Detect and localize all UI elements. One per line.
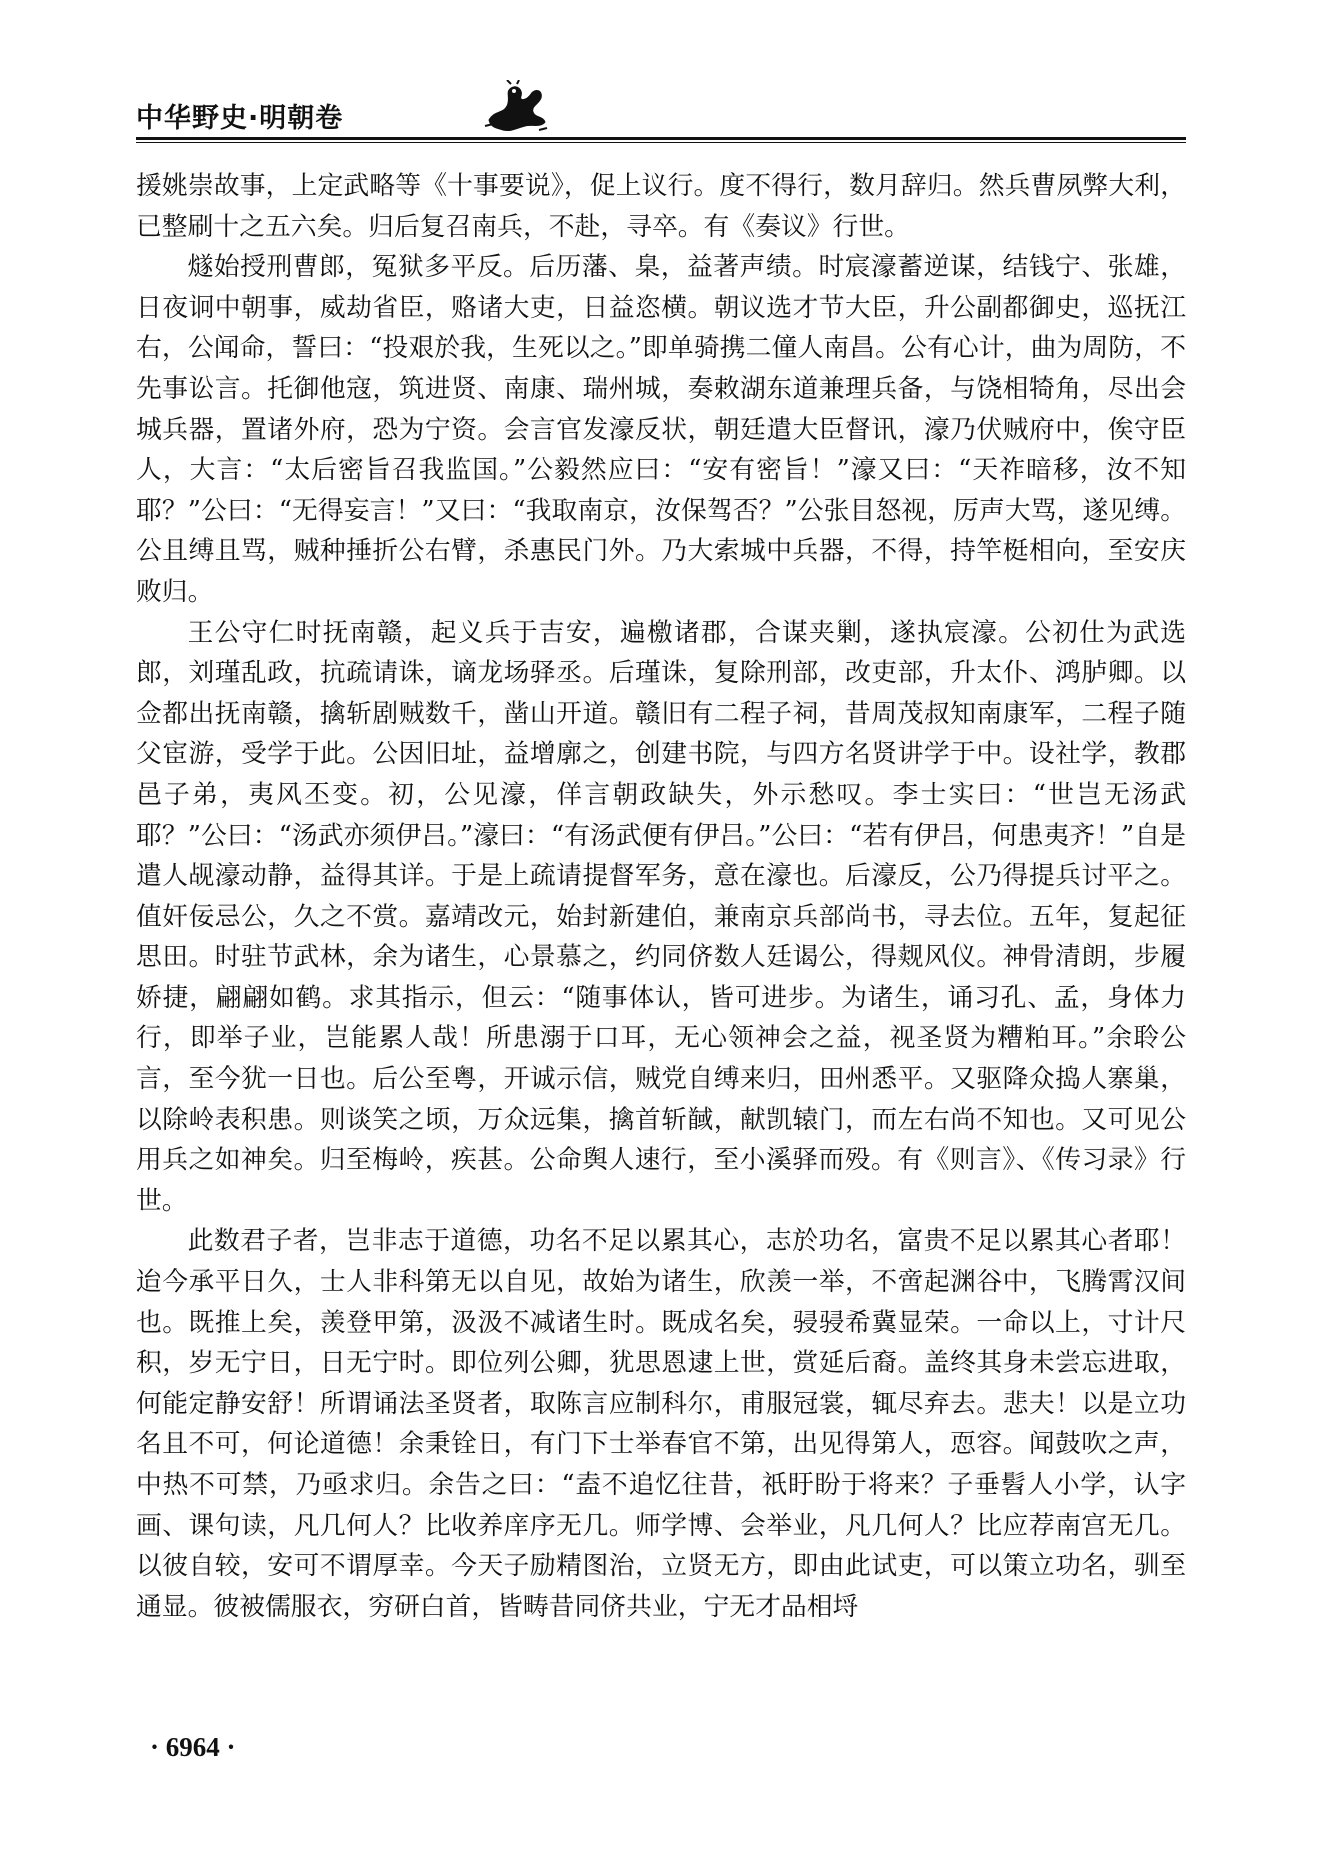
header-rule-thin bbox=[136, 142, 1186, 143]
dragon-emblem-icon bbox=[481, 80, 551, 136]
page-number: · 6964 · bbox=[150, 1732, 236, 1762]
paragraph: 燧始授刑曹郎，冤狱多平反。后历藩、臬，益著声绩。时宸濠蓄逆谋，结钱宁、张雄，日夜诇中朝事，威劫省臣，赂诸大吏，日益恣横。朝议选才节大臣，升公副都御史，巡抚江右，公闻命，誓曰：“投艰於我，生死以之。”即单骑携二僮人南昌。公有心计，曲为周防，不先事讼言。托御他寇，筑进贤、南康、瑞州城，奏敕湖东道兼理兵备，与饶相犄角，尽出会城兵器，置诸外府，恐为宁资。会言官发濠反状，朝廷遣大臣督讯，濠乃伏贼府中，俟守臣人，大言：“太后密旨召我监国。”公毅然应曰：“安有密旨！”濠又曰：“天祚暗移，汝不知耶？”公曰：“无得妄言！”又曰：“我取南京，汝保驾否？”公张目怒视，厉声大骂，遂见缚。公且缚且骂，贼种捶折公右臂，杀惠民门外。乃大索城中兵器，不得，持竿梃相向，至安庆败归。 bbox=[136, 252, 1186, 607]
paragraph: 援姚崇故事，上定武略等《十事要说》，促上议行。度不得行，数月辞归。然兵曹夙弊大利，已整刷十之五六矣。归后复召南兵，不赴，寻卒。有《奏议》行世。 bbox=[136, 171, 1186, 242]
book-title: 中华野史·明朝卷 bbox=[136, 103, 344, 134]
body-text bbox=[136, 166, 1186, 1627]
paragraph: 此数君子者，岂非志于道德，功名不足以累其心，志於功名，富贵不足以累其心者耶！迨今承平日久，士人非科第无以自见，故始为诸生，欣羡一举，不啻起渊谷中，飞腾霄汉间也。既推上矣，羡登甲第，汲汲不减诸生时。既成名矣，骎骎希冀显荣。一命以上，寸计尺积，岁无宁日，日无宁时。即位列公卿，犹思恩逮上世，赏延后裔。盖终其身未尝忘进取，何能定静安舒！所谓诵法圣贤者，取陈言应制科尔，甫服冠裳，辄尽弃去。悲夫！以是立功名且不可，何论道德！余秉铨日，有门下士举春官不第，出见得第人，恧容。闻鼓吹之声，中热不可禁，乃亟求归。余告之曰：“盍不追忆往昔，祇盱盼于将来？子垂髫人小学，认字画、课句读，凡几何人？比收养庠序无几。师学博、会举业，凡几何人？比应荐南宫无几。以彼自较，安可不谓厚幸。今天子励精图治，立贤无方，即由此试吏，可以策立功名，驯至通显。彼被儒服衣，穷研白首，皆畴昔同侪共业，宁无才品相埒 bbox=[136, 1226, 1186, 1622]
header-rule bbox=[136, 137, 1186, 140]
page-header bbox=[136, 88, 1186, 148]
paragraph: 王公守仁时抚南赣，起义兵于吉安，遍檄诸郡，合谋夹剿，遂执宸濠。公初仕为武选郎，刘瑾乱政，抗疏请诛，谪龙场驿丞。后瑾诛，复除刑部，改吏部，升太仆、鸿胪卿。以佥都出抚南赣，擒斩剧贼数千，凿山开道。赣旧有二程子祠，昔周茂叔知南康军，二程子随父宦游，受学于此。公因旧址，益增廓之，创建书院，与四方名贤讲学于中。设社学，教郡邑子弟，夷风丕变。初，公见濠，佯言朝政缺失，外示愁叹。李士实曰：“世岂无汤武耶？”公曰：“汤武亦须伊吕。”濠曰：“有汤武便有伊吕。”公曰：“若有伊吕，何患夷齐！”自是遣人觇濠动静，益得其详。于是上疏请提督军务，意在濠也。后濠反，公乃得提兵讨平之。值奸佞忌公，久之不赏。嘉靖改元，始封新建伯，兼南京兵部尚书，寻去位。五年，复起征思田。时驻节武林，余为诸生，心景慕之，约同侪数人廷谒公，得觌风仪。神骨清朗，步履娇捷，翩翩如鹤。求其指示，但云：“随事体认，皆可进步。为诸生，诵习孔、孟，身体力行，即举子业，岂能累人哉！所患溺于口耳，无心领神会之益，视圣贤为糟粕耳。”余聆公言，至今犹一日也。后公至粤，开诚示信，贼党自缚来归，田州悉平。又驱降众捣人寨巢，以除岭表积患。则谈笑之顷，万众远集，擒首斩馘，献凯辕门，而左右尚不知也。又可见公用兵之如神矣。归至梅岭，疾甚。公命舆人速行，至小溪驿而殁。有《则言》、《传习录》行世。 bbox=[136, 617, 1186, 1216]
